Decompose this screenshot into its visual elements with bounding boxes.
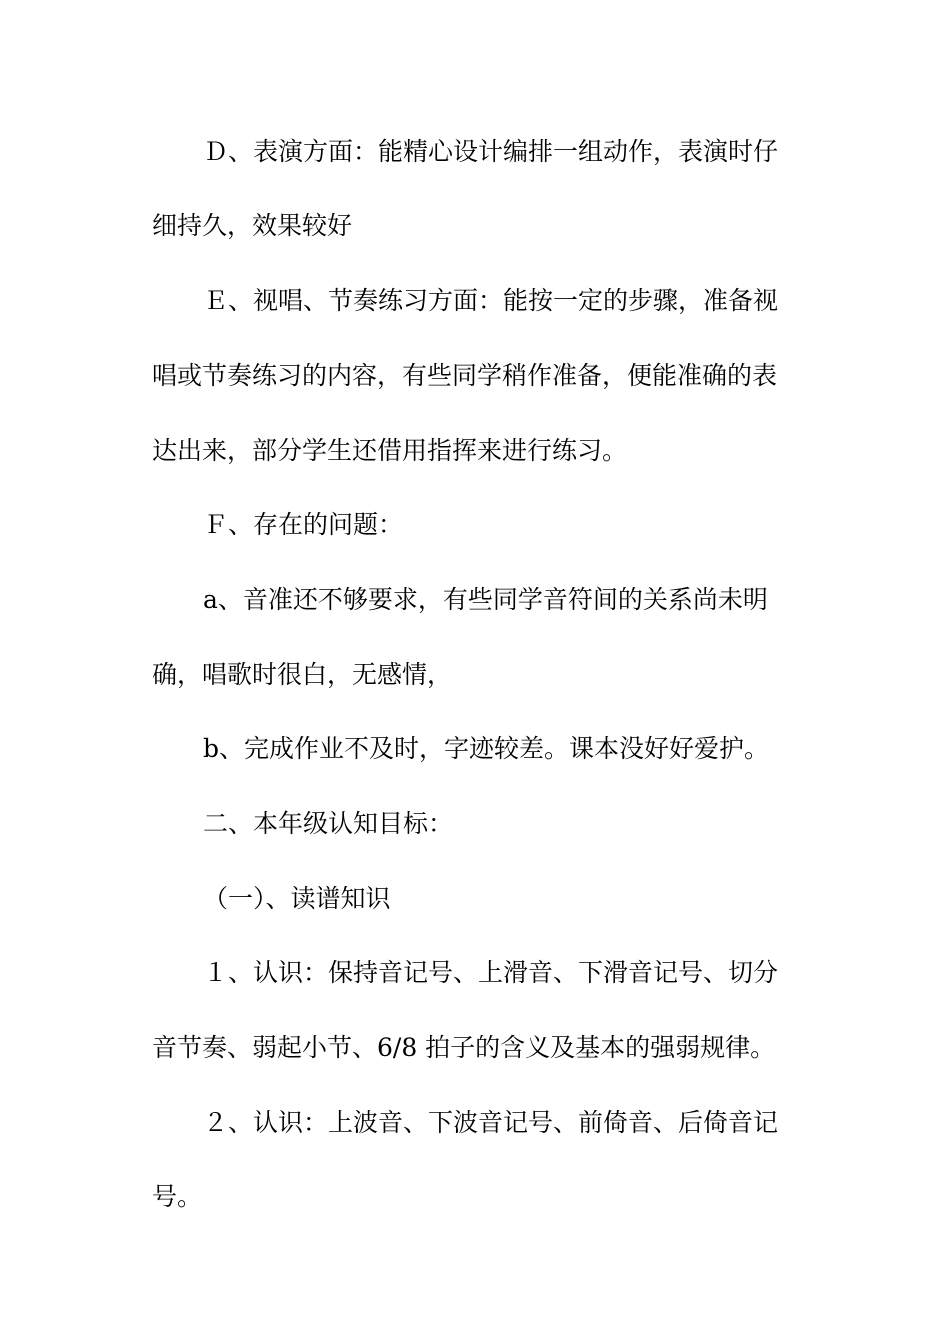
paragraph-line: 唱或节奏练习的内容，有些同学稍作准备，便能准确的表 (152, 361, 778, 390)
paragraph-line: 号。 (152, 1182, 203, 1211)
paragraph-line: 达出来，部分学生还借用指挥来进行练习。 (152, 436, 628, 465)
paragraph-line: a、音准还不够要求，有些同学音符间的关系尚未明 (203, 585, 768, 614)
paragraph-line: １、认识：保持音记号、上滑音、下滑音记号、切分 (203, 958, 779, 987)
paragraph-line: Ｅ、视唱、节奏练习方面：能按一定的步骤，准备视 (203, 286, 779, 315)
paragraph-line: 细持久，效果较好 (152, 211, 353, 240)
paragraph-line: b、完成作业不及时，字迹较差。课本没好好爱护。 (203, 734, 770, 763)
section-heading: 二、本年级认知目标： (203, 809, 454, 838)
subsection-heading: （一）、读谱知识 (203, 884, 391, 913)
paragraph-line: Ｄ、表演方面：能精心设计编排一组动作，表演时仔 (203, 137, 779, 166)
paragraph-line: 音节奏、弱起小节、6/8 拍子的含义及基本的强弱规律。 (152, 1033, 776, 1062)
paragraph-line: ２、认识：上波音、下波音记号、前倚音、后倚音记 (203, 1108, 779, 1137)
paragraph-line: 确，唱歌时很白，无感情， (152, 660, 453, 689)
paragraph-line: Ｆ、存在的问题： (203, 510, 404, 539)
